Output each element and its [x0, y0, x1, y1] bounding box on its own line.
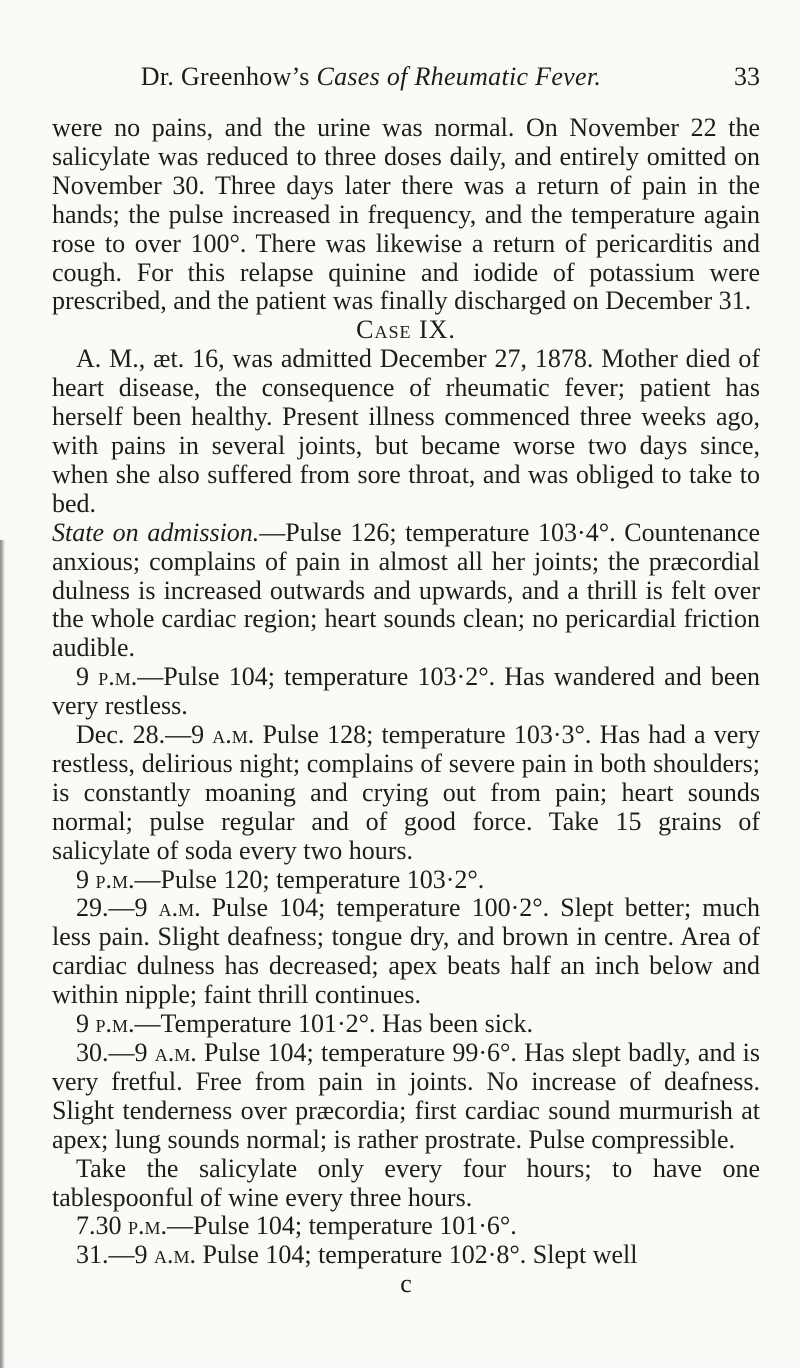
signature-mark: c — [400, 1269, 412, 1299]
date-label: 29.—9 — [76, 893, 159, 923]
body-text — [52, 114, 760, 1299]
time-label: a.m. — [154, 1240, 197, 1270]
entry-text: Pulse 104; temperature 102·8°. Slept well — [196, 1240, 638, 1270]
time-label: p.m. — [128, 1211, 168, 1241]
time-label: 9 p.m. — [76, 662, 138, 692]
paragraph-1: were no pains, and the urine was normal. On November 22 the salicylate was reduced to three doses daily, and entirely omitted on November 30. Three days later there was a return of pain in the hands; the pulse increased in frequency, and the temperature again rose to over 100°. There was likewise a return of pericarditis and cough. For this relapse quinine and iodide of potassium were prescribed, and the patient was finally discharged on December 31. — [52, 113, 760, 316]
paragraph-5 — [52, 721, 760, 866]
page-number: 33 — [734, 62, 760, 91]
paragraph-4 — [52, 663, 760, 721]
date-label: 7.30 — [76, 1211, 128, 1241]
entry-text: —Pulse 104; temperature 103·2°. Has wandered and been very restless. — [52, 662, 760, 721]
paragraph-11 — [52, 1212, 760, 1241]
paragraph-12 — [52, 1241, 760, 1270]
time-label: a.m. — [158, 893, 201, 923]
date-label: 31.—9 — [76, 1240, 154, 1270]
running-header — [52, 62, 760, 96]
paragraph-10: Take the salicylate only every four hours; to have one tablespoonful of wine every three hours. — [52, 1153, 760, 1212]
date-label: 30.—9 — [76, 1038, 155, 1067]
paragraph-6 — [52, 866, 760, 895]
entry-text: Pulse 128; temperature 103·3°. Has had a very restless, delirious night; complains of severe pain in both shoulders; is constantly moaning and crying out from pain; heart sounds normal; pulse regular and of good force. Take 15 grains of salicylate of soda every two hours. — [52, 720, 761, 865]
header-author: Dr. Greenhow’s — [140, 62, 310, 91]
paragraph-9 — [52, 1039, 760, 1155]
time-label: a.m. — [212, 720, 255, 750]
time-label: 9 p.m. — [76, 1009, 135, 1039]
page-edge-shadow — [0, 540, 5, 1368]
paragraph-3 — [52, 519, 760, 664]
date-label: Dec. 28.—9 — [76, 720, 213, 750]
time-label: 9 p.m. — [76, 864, 135, 894]
time-label: a.m. — [154, 1038, 197, 1067]
state-label: State on admission. — [52, 517, 260, 547]
entry-text: Pulse 104; temperature 100·2°. Slept better; much less pain. Slight deafness; tongue dry, and brown in centre. Area of cardiac dulness has decreased; apex beats half an inch below and within nipple; faint thrill continues. — [52, 893, 761, 1010]
state-text: —Pulse 126; temperature 103·4°. Countenance anxious; complains of pain in almost all her joints; the præcordial dulness is increased outwards and upwards, and a thrill is felt over the whole cardiac region; heart sounds clean; no pericardial friction audible. — [52, 517, 760, 663]
paragraph-8 — [52, 1010, 760, 1039]
entry-text: —Pulse 120; temperature 103·2°. — [134, 864, 485, 894]
paragraph-7 — [52, 894, 760, 1010]
running-title — [52, 62, 690, 92]
entry-text: —Pulse 104; temperature 101·6°. — [167, 1211, 517, 1241]
header-title: Cases of Rheumatic Fever. — [316, 62, 602, 91]
case-heading: Case IX. — [356, 315, 456, 345]
entry-text: —Temperature 101·2°. Has been sick. — [134, 1009, 533, 1039]
entry-text: Pulse 104; temperature 99·6°. Has slept badly, and is very fretful. Free from pain in joints. No increase of deafness. Slight tenderness over præcordia; first cardiac sound murmurish at apex; lung sounds normal; is rather prostrate. Pulse compressible. — [52, 1038, 761, 1154]
page — [52, 62, 760, 1299]
paragraph-2: A. M., æt. 16, was admitted December 27, 1878. Mother died of heart disease, the consequence of rheumatic fever; patient has herself been healthy. Present illness commenced three weeks ago, with pains in several joints, but became worse two days since, when she also suffered from sore throat, and was obliged to take to bed. — [52, 344, 760, 518]
